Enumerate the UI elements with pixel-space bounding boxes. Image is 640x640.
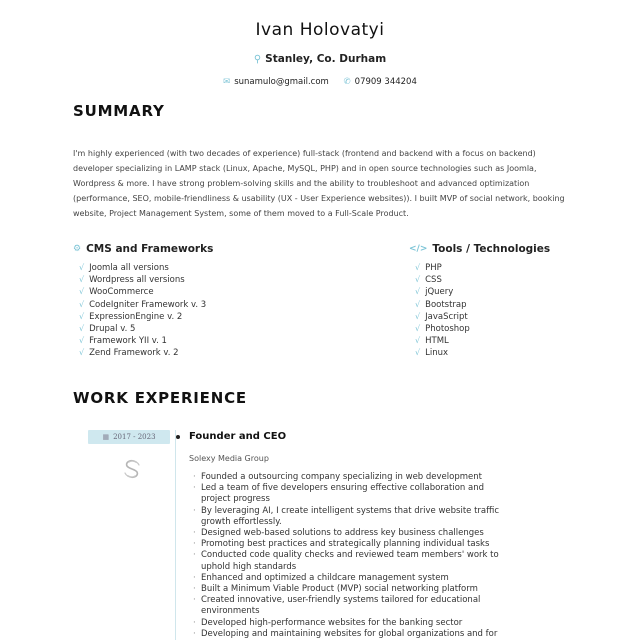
tools-heading (409, 243, 550, 255)
list-item: · Built a Minimum Viable Product (MVP) social networking platform (193, 584, 513, 595)
tools-list (415, 262, 550, 360)
check-icon: √ (79, 311, 85, 321)
list-item: · By leveraging AI, I create intelligent systems that drive website traffic growth effortlessly. (193, 506, 513, 528)
list-item: · Promoting best practices and strategically planning individual tasks (193, 539, 513, 550)
map-pin-icon: ⚲ (253, 54, 262, 65)
list-item: √ Zend Framework v. 2 (79, 348, 179, 359)
list-item: √ jQuery (415, 287, 454, 298)
list-item: √ Joomla all versions (79, 263, 169, 273)
location (0, 53, 640, 65)
list-item: √ Bootstrap (415, 299, 467, 310)
list-item: √ JavaScript (415, 311, 468, 322)
tools-title: Tools / Technologies (432, 243, 551, 255)
check-icon: √ (79, 287, 85, 297)
check-icon: √ (415, 336, 421, 346)
check-icon: √ (415, 299, 421, 309)
check-icon: √ (415, 275, 421, 285)
company-logo (119, 456, 145, 482)
job-company: Solexy Media Group (189, 454, 269, 463)
calendar-icon: ▦ (102, 433, 110, 441)
list-item: √ Photoshop (415, 324, 470, 335)
tools-technologies-section (409, 243, 550, 360)
check-icon: √ (79, 263, 85, 272)
work-experience-heading: WORK EXPERIENCE (73, 389, 247, 407)
list-item: √ HTML (415, 336, 449, 347)
list-item: √ PHP (415, 263, 442, 273)
check-icon: √ (415, 263, 421, 272)
job-responsibilities (193, 472, 513, 640)
check-icon: √ (415, 348, 421, 358)
list-item: √ ExpressionEngine v. 2 (79, 311, 183, 322)
envelope-icon: ✉ (223, 77, 231, 87)
contact-line (0, 77, 640, 87)
list-item: · Developed high-performance websites for the banking sector (193, 618, 513, 629)
timeline-line (175, 430, 176, 640)
list-item: · Enhanced and optimized a childcare management system (193, 573, 513, 584)
list-item: √ WooCommerce (79, 287, 154, 298)
cms-frameworks-section (73, 243, 213, 360)
check-icon: √ (79, 336, 85, 346)
summary-heading: SUMMARY (73, 102, 165, 120)
candidate-name: Ivan Holovatyi (255, 20, 385, 40)
list-item: · Founded a outsourcing company specializing in web development (193, 472, 513, 483)
cms-title: CMS and Frameworks (86, 243, 214, 255)
list-item: √ CSS (415, 275, 442, 286)
cms-list (79, 262, 213, 360)
check-icon: √ (415, 287, 421, 297)
email-contact[interactable] (223, 77, 329, 87)
list-item: · Created innovative, user-friendly systems tailored for educational environments (193, 595, 513, 617)
list-item: √ Linux (415, 348, 449, 359)
list-item: · Conducted code quality checks and reviewed team members' work to uphold high standards (193, 550, 513, 572)
job-title: Founder and CEO (189, 431, 287, 442)
check-icon: √ (79, 348, 85, 358)
cms-heading (73, 243, 213, 255)
job-dates: 2017 - 2023 (113, 433, 156, 441)
timeline-dot (176, 435, 180, 439)
list-item: √ Drupal v. 5 (79, 324, 136, 335)
summary-text: I'm highly experienced (with two decades of experience) full-stack (frontend and backend with a focus on backend) developer specializing in LAMP stack (Linux, Apache, MySQL, PHP) and in open source technologies such as Joomla, Wordpress & more. I have strong problem-solving skills and the ability to troubleshoot and advanced optimization (performance, SEO, mobile-friendliness & usability (UX - User Experience websites)). I built MVP of social network, booking website, Project Management System, some of them moved to a Full-Scale Product. (73, 149, 565, 218)
job-date-badge (88, 430, 170, 444)
phone-icon: ✆ (343, 77, 351, 87)
check-icon: √ (79, 299, 85, 309)
phone-text[interactable]: 07909 344204 (354, 77, 417, 87)
list-item: · Designed web-based solutions to address key business challenges (193, 528, 513, 539)
gears-icon: ⚙ (73, 244, 82, 254)
check-icon: √ (415, 311, 421, 321)
check-icon: √ (79, 324, 85, 334)
list-item: √ CodeIgniter Framework v. 3 (79, 299, 207, 310)
list-item: √ Wordpress all versions (79, 275, 185, 286)
list-item: · Developing and maintaining websites for global organizations and for (193, 629, 513, 640)
list-item: · Led a team of five developers ensuring effective collaboration and project progress (193, 483, 513, 505)
email-text[interactable]: sunamulo@gmail.com (234, 77, 329, 87)
code-icon: </> (409, 244, 428, 254)
check-icon: √ (79, 275, 85, 285)
check-icon: √ (415, 324, 421, 334)
list-item: √ Framework YII v. 1 (79, 336, 167, 347)
phone-contact[interactable] (344, 77, 417, 87)
location-text: Stanley, Co. Durham (265, 53, 387, 65)
